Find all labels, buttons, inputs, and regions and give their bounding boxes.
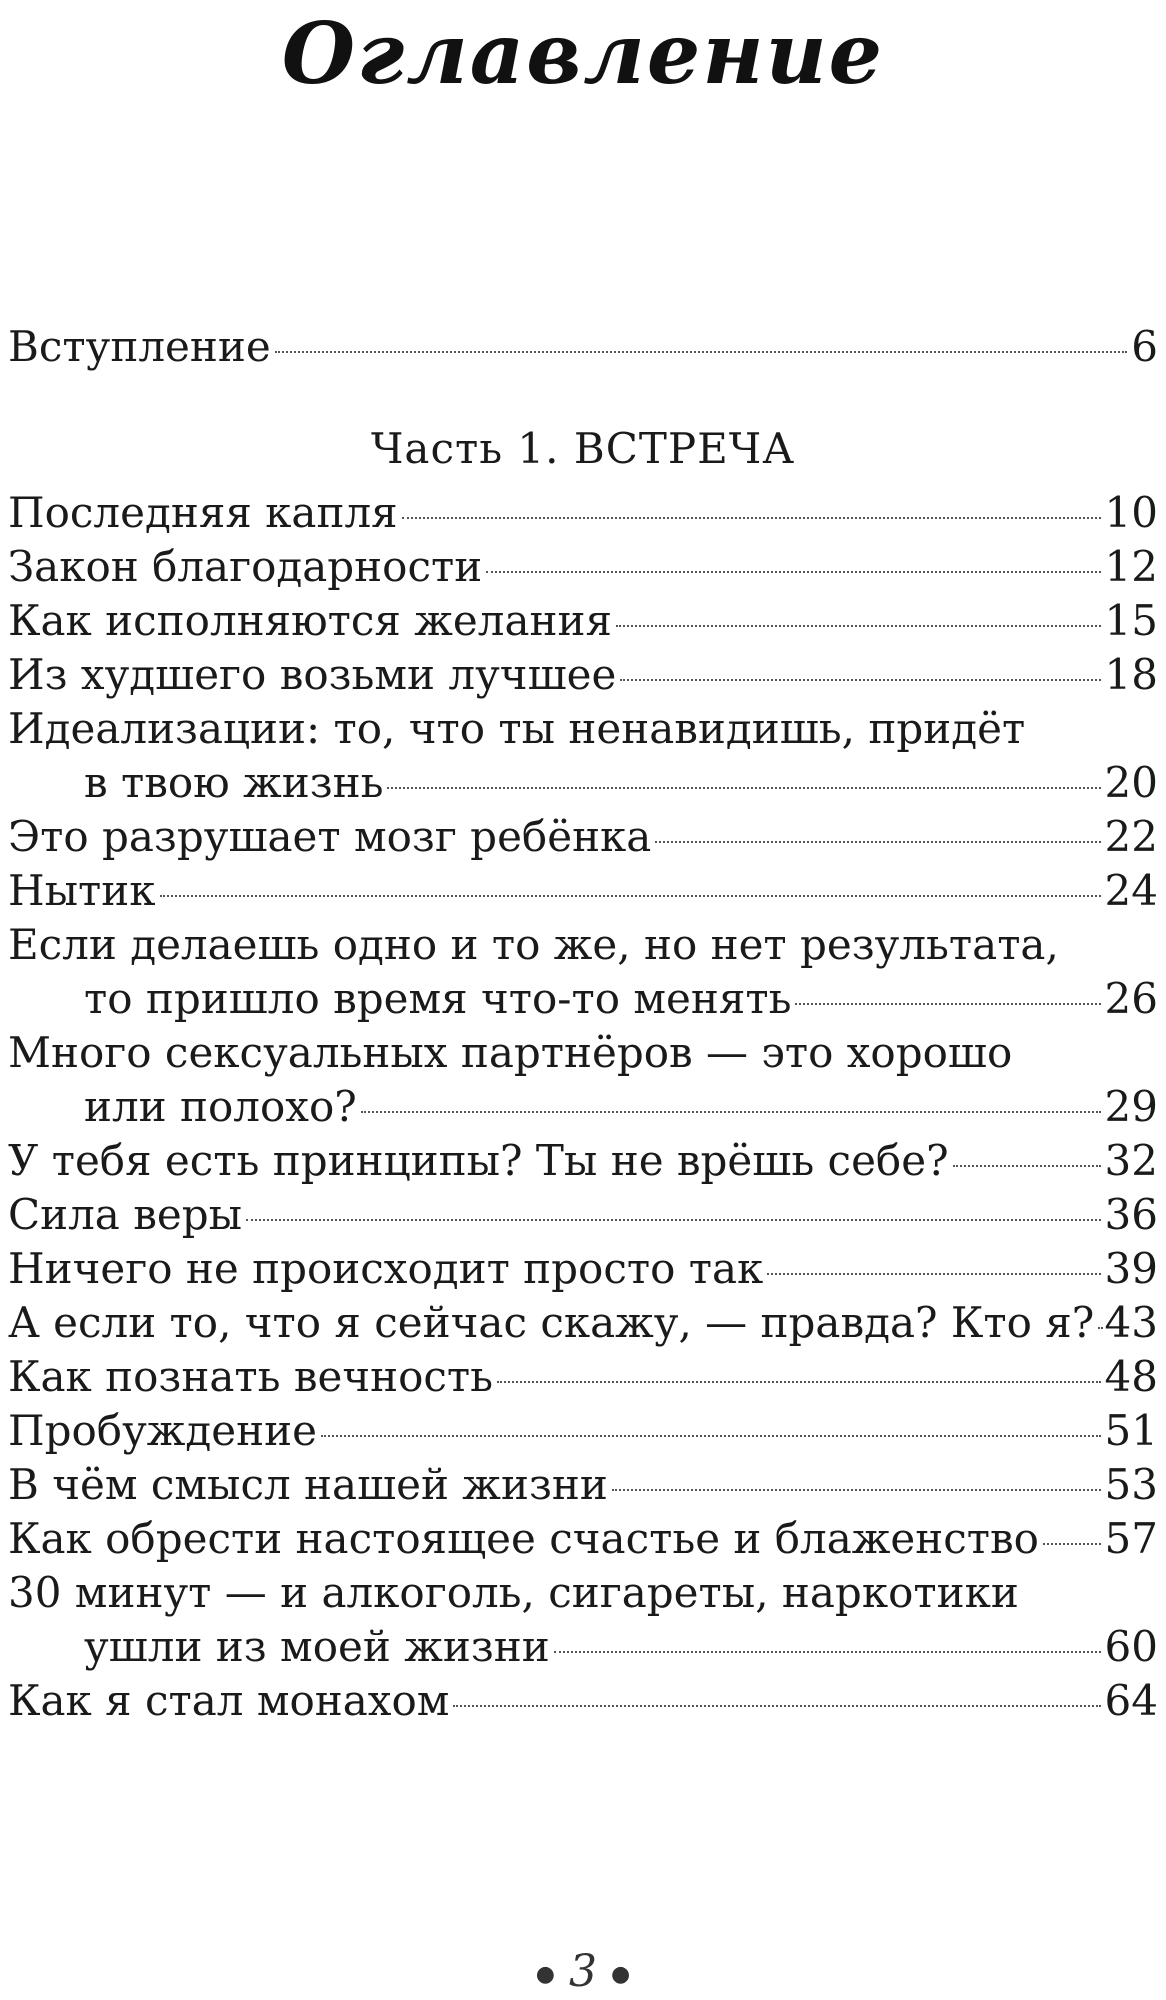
dot-leader: [160, 895, 1101, 897]
dot-leader: [953, 1165, 1101, 1167]
toc-entry-page: 10: [1104, 488, 1158, 537]
toc-entry[interactable]: [8, 594, 1158, 648]
toc-entry-title-line1[interactable]: 30 минут — и алкоголь, сигареты, наркотики: [8, 1568, 1019, 1617]
dot-leader: [361, 1111, 1101, 1113]
toc-entry[interactable]: [8, 1296, 1158, 1350]
toc-entry-title: Сила веры: [8, 1190, 243, 1239]
toc-entry-page: 51: [1104, 1406, 1158, 1455]
toc-entry[interactable]: [8, 972, 1158, 1026]
toc-entry[interactable]: [8, 648, 1158, 702]
dot-leader: [1043, 1543, 1101, 1545]
part-heading: Часть 1. ВСТРЕЧА: [370, 424, 796, 473]
toc-entry-page: 53: [1104, 1460, 1158, 1509]
toc-entry[interactable]: [8, 864, 1158, 918]
dot-leader: [1098, 1327, 1100, 1329]
toc-entry-page: 57: [1104, 1514, 1158, 1563]
dot-leader: [612, 1489, 1101, 1491]
toc-entry-title: Из худшего возьми лучшее: [8, 650, 617, 699]
toc-entry-title: Ничего не происходит просто так: [8, 1244, 764, 1293]
dot-leader: [321, 1435, 1101, 1437]
toc-entry[interactable]: [8, 1620, 1158, 1674]
toc-entry[interactable]: [8, 540, 1158, 594]
toc-entry-title: Нытик: [8, 866, 156, 915]
toc-entry[interactable]: [8, 1242, 1158, 1296]
dot-leader: [453, 1705, 1100, 1707]
dot-leader: [275, 351, 1128, 353]
toc-entry[interactable]: [8, 1080, 1158, 1134]
toc-entry-page: 64: [1104, 1676, 1158, 1725]
toc-entry[interactable]: [8, 486, 1158, 540]
toc-entry-title: Последняя капля: [8, 488, 398, 537]
toc-entry-page: 20: [1104, 758, 1158, 807]
toc-entry-title: А если то, что я сейчас скажу, — правда? Кто я?: [8, 1298, 1095, 1347]
dot-leader: [246, 1219, 1101, 1221]
toc-entry-title-line1[interactable]: Если делаешь одно и то же, но нет результата,: [8, 920, 1059, 969]
dot-leader: [387, 787, 1100, 789]
toc-entry-title: Закон благодарности: [8, 542, 483, 591]
toc-entry-page: 18: [1104, 650, 1158, 699]
dot-leader: [402, 517, 1101, 519]
dot-leader: [554, 1651, 1101, 1653]
toc-entry-page: 43: [1104, 1298, 1158, 1347]
toc-entry-title: ушли из моей жизни: [84, 1622, 550, 1671]
toc-entry-title: В чём смысл нашей жизни: [8, 1460, 608, 1509]
toc-entry[interactable]: [8, 1674, 1158, 1728]
page-footer: [0, 1946, 1166, 1997]
toc-entry-page: 12: [1104, 542, 1158, 591]
toc-entry[interactable]: [8, 1134, 1158, 1188]
toc-entry-page: 36: [1104, 1190, 1158, 1239]
dot-leader: [795, 1003, 1100, 1005]
dot-leader: [486, 571, 1100, 573]
toc-entry[interactable]: [8, 1404, 1158, 1458]
toc-entry-title: У тебя есть принципы? Ты не врёшь себе?: [8, 1136, 949, 1185]
toc-entry-page: 22: [1104, 812, 1158, 861]
dot-leader: [655, 841, 1100, 843]
toc-entry-page: 60: [1104, 1622, 1158, 1671]
toc-entry-page: 15: [1104, 596, 1158, 645]
dot-leader: [620, 679, 1100, 681]
page-number: 3: [569, 1946, 597, 1997]
toc-entry-page: 48: [1104, 1352, 1158, 1401]
page-title: Оглавление: [281, 4, 885, 103]
toc-entry-title: или полохо?: [84, 1082, 357, 1131]
dot-leader: [497, 1381, 1101, 1383]
toc-entry-page: 32: [1104, 1136, 1158, 1185]
toc-entry-title: Это разрушает мозг ребёнка: [8, 812, 652, 861]
toc-entry-page: 39: [1104, 1244, 1158, 1293]
toc-entry-page: 24: [1104, 866, 1158, 915]
toc-entry[interactable]: [8, 756, 1158, 810]
toc-entry[interactable]: [8, 1458, 1158, 1512]
toc-entry-page: 6: [1131, 322, 1158, 371]
bullet-icon: ●: [535, 1962, 555, 1987]
dot-leader: [767, 1273, 1100, 1275]
toc-entry-title: Вступление: [8, 322, 271, 371]
toc-entry-title: то пришло время что-то менять: [84, 974, 792, 1023]
toc-entry-title-line1[interactable]: Много сексуальных партнёров — это хорошо: [8, 1028, 1013, 1077]
toc-entry[interactable]: [8, 1350, 1158, 1404]
toc-entry[interactable]: [8, 810, 1158, 864]
toc-entry-title: Как обрести настоящее счастье и блаженство: [8, 1514, 1039, 1563]
toc-entry[interactable]: [8, 1188, 1158, 1242]
toc-entry-title: Как я стал монахом: [8, 1676, 450, 1725]
toc-entry-title: Пробуждение: [8, 1406, 317, 1455]
toc-entry-page: 29: [1104, 1082, 1158, 1131]
toc-entry-title: Как исполняются желания: [8, 596, 612, 645]
toc-entry-title: Как познать вечность: [8, 1352, 493, 1401]
toc-entry-page: 26: [1104, 974, 1158, 1023]
toc-entry-title-line1[interactable]: Идеализации: то, что ты ненавидишь, придёт: [8, 704, 1026, 753]
bullet-icon: ●: [611, 1962, 631, 1987]
toc-entry[interactable]: [8, 1512, 1158, 1566]
dot-leader: [616, 625, 1101, 627]
toc-entry-title: в твою жизнь: [84, 758, 384, 807]
toc-entry-intro[interactable]: [8, 320, 1158, 374]
